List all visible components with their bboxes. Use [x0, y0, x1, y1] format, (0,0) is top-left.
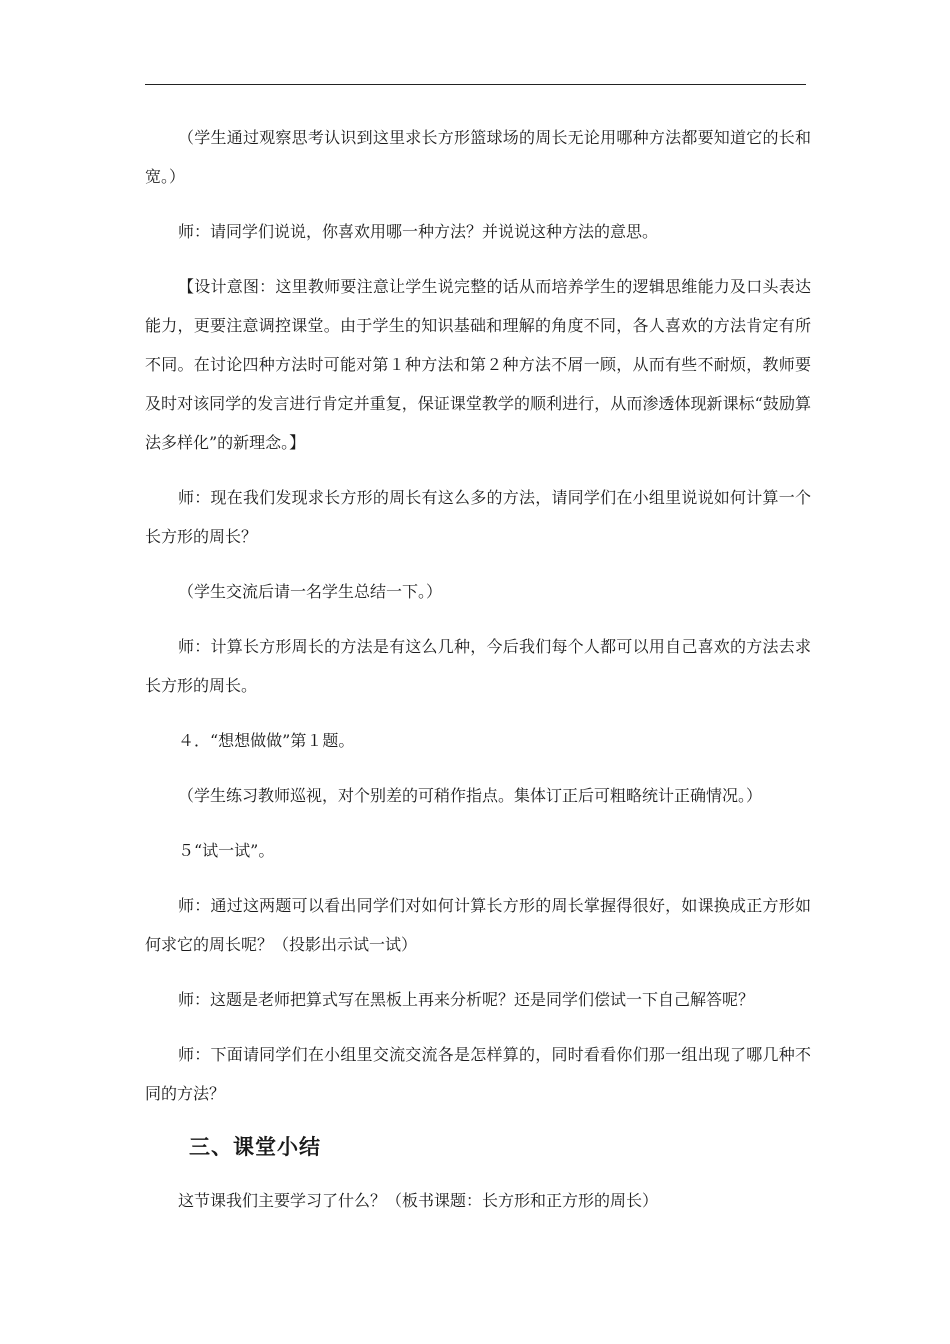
paragraph-student-observation: （学生通过观察思考认识到这里求长方形篮球场的周长无论用哪种方法都要知道它的长和宽。）: [145, 128, 811, 186]
paragraph-teacher-ask-method: 师：请同学们说说，你喜欢用哪一种方法？并说说这种方法的意思。: [178, 222, 659, 241]
paragraph-student-summary: （学生交流后请一名学生总结一下。）: [178, 582, 443, 601]
paragraph-student-practice: （学生练习教师巡视，对个别差的可稍作指点。集体订正后可粗略统计正确情况。）: [178, 786, 763, 805]
document-body: [145, 118, 811, 1220]
paragraph-teacher-blackboard: 师：这题是老师把算式写在黑板上再来分析呢？还是同学们偿试一下自己解答呢？: [178, 990, 755, 1009]
paragraph-teacher-compare: 师：下面请同学们在小组里交流交流各是怎样算的，同时看看你们那一组出现了哪几种不同的方法？: [145, 1045, 811, 1103]
paragraph-exercise-4: ４．“想想做做”第１题。: [178, 731, 355, 750]
paragraph-teacher-group-discussion: 师：现在我们发现求长方形的周长有这么多的方法，请同学们在小组里说说如何计算一个长方形的周长？: [145, 488, 811, 546]
paragraph-exercise-5: ５“试一试”。: [178, 841, 275, 860]
paragraph-teacher-square: 师：通过这两题可以看出同学们对如何计算长方形的周长掌握得很好，如课换成正方形如何求它的周长呢？（投影出示试一试）: [145, 896, 811, 954]
paragraph-teacher-methods: 师：计算长方形周长的方法是有这么几种，今后我们每个人都可以用自己喜欢的方法去求长方形的周长。: [145, 637, 811, 695]
section-heading-summary: 三、课堂小结: [189, 1135, 321, 1159]
paragraph-design-intent: 【设计意图：这里教师要注意让学生说完整的话从而培养学生的逻辑思维能力及口头表达能力，更要注意调控课堂。由于学生的知识基础和理解的角度不同，各人喜欢的方法肯定有所不同。在讨论四种方法时可能对第１种方法和第２种方法不屑一顾，从而有些不耐烦，教师要及时对该同学的发言进行肯定并重复，保证课堂教学的顺利进行，从而渗透体现新课标“鼓励算法多样化”的新理念。】: [145, 277, 811, 452]
paragraph-closing-question: 这节课我们主要学习了什么？（板书课题：长方形和正方形的周长）: [178, 1191, 659, 1210]
header-rule: [145, 84, 806, 85]
